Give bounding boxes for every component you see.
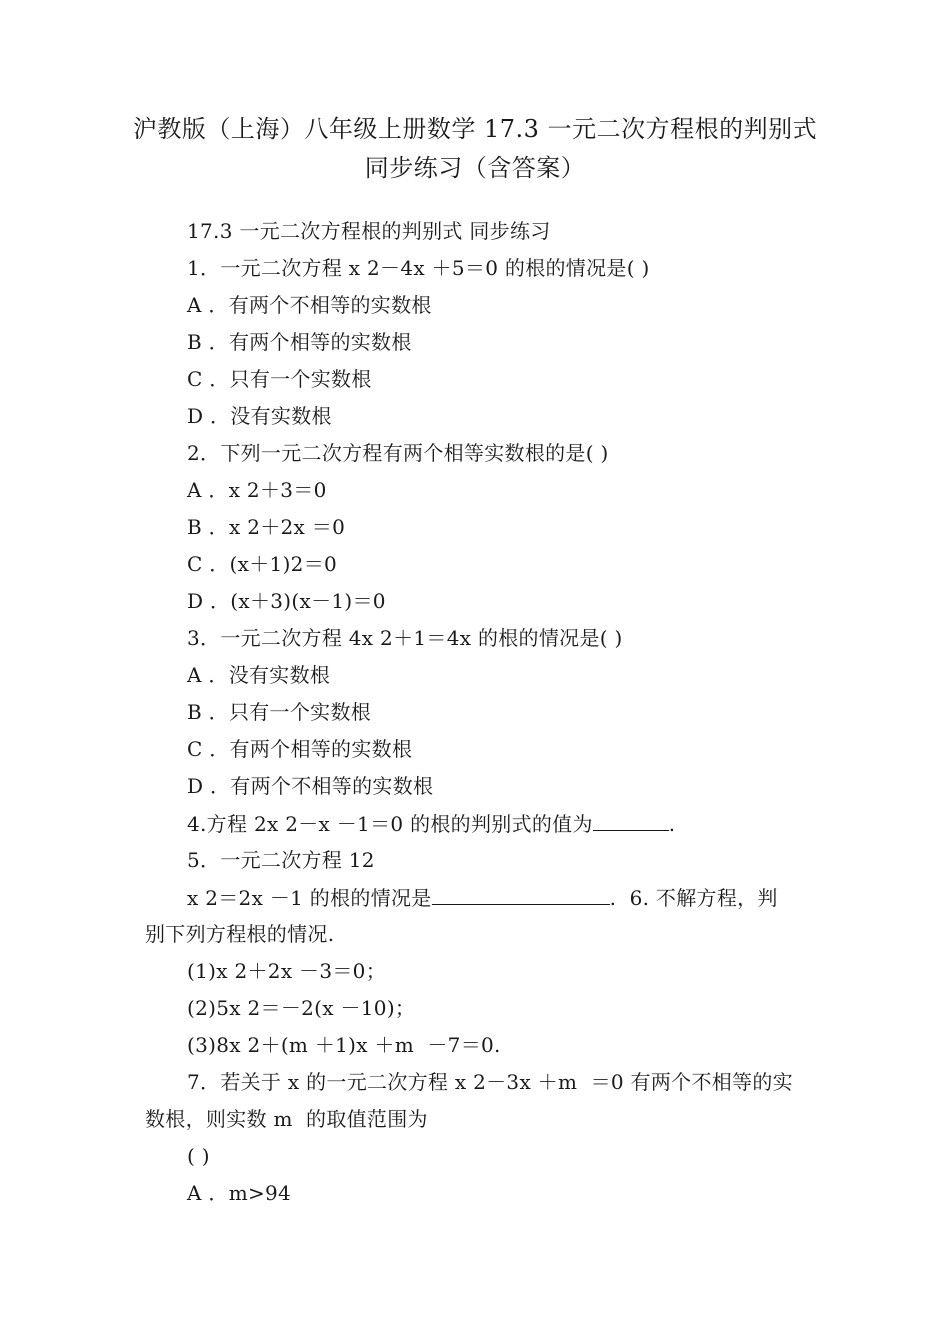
question-1-option-d: D ．没有实数根: [187, 404, 332, 428]
question-5-text: x 2＝2x －1 的根的情况是: [187, 886, 432, 910]
answer-blank: [593, 812, 669, 831]
title-line-2: 同步练习（含答案）: [364, 154, 586, 182]
question-7-cont: 数根，则实数 m 的取值范围为: [145, 1107, 428, 1131]
question-6-cont: 别下列方程根的情况.: [145, 922, 335, 946]
question-4-end: .: [668, 812, 676, 836]
question-4-text: 4.方程 2x 2－x －1＝0 的根的判别式的值为: [187, 812, 593, 836]
question-7: 7．若关于 x 的一元二次方程 x 2－3x ＋m ＝0 有两个不相等的实: [187, 1070, 793, 1094]
question-5: 5．一元二次方程 12: [187, 848, 375, 872]
question-3: 3．一元二次方程 4x 2＋1＝4x 的根的情况是( ): [187, 626, 623, 650]
question-6-item-1: (1)x 2＋2x －3＝0；: [187, 959, 387, 983]
question-3-option-b: B ．只有一个实数根: [187, 700, 372, 724]
question-1-option-c: C ．只有一个实数根: [187, 367, 372, 391]
question-2-option-a: A ．x 2＋3＝0: [187, 478, 327, 502]
question-2: 2．下列一元二次方程有两个相等实数根的是( ): [187, 441, 609, 465]
question-3-option-d: D ．有两个不相等的实数根: [187, 774, 434, 798]
question-6-item-2: (2)5x 2＝－2(x －10)；: [187, 996, 416, 1020]
question-1-option-b: B ．有两个相等的实数根: [187, 330, 412, 354]
question-6-item-3: (3)8x 2＋(m ＋1)x ＋m －7＝0.: [187, 1033, 501, 1057]
question-3-option-a: A ．没有实数根: [187, 663, 331, 687]
question-7-paren: ( ): [187, 1144, 210, 1168]
question-2-option-c: C ．(x＋1)2＝0: [187, 552, 338, 576]
section-heading: 17.3 一元二次方程根的判别式 同步练习: [187, 219, 551, 243]
question-7-option-a: A ．m>94: [187, 1181, 292, 1205]
question-1-option-a: A ．有两个不相等的实数根: [187, 293, 432, 317]
question-4: [187, 812, 675, 835]
question-3-option-c: C ．有两个相等的实数根: [187, 737, 413, 761]
answer-blank: [432, 886, 610, 905]
question-6-start: . 6. 不解方程，判: [609, 886, 778, 910]
question-2-option-b: B ．x 2＋2x ＝0: [187, 515, 346, 539]
question-1: 1．一元二次方程 x 2－4x ＋5＝0 的根的情况是( ): [187, 256, 650, 280]
question-5-cont: [187, 886, 778, 909]
question-2-option-d: D ．(x＋3)(x－1)＝0: [187, 589, 386, 613]
title-line-1: 沪教版（上海）八年级上册数学 17.3 一元二次方程根的判别式: [132, 115, 818, 143]
